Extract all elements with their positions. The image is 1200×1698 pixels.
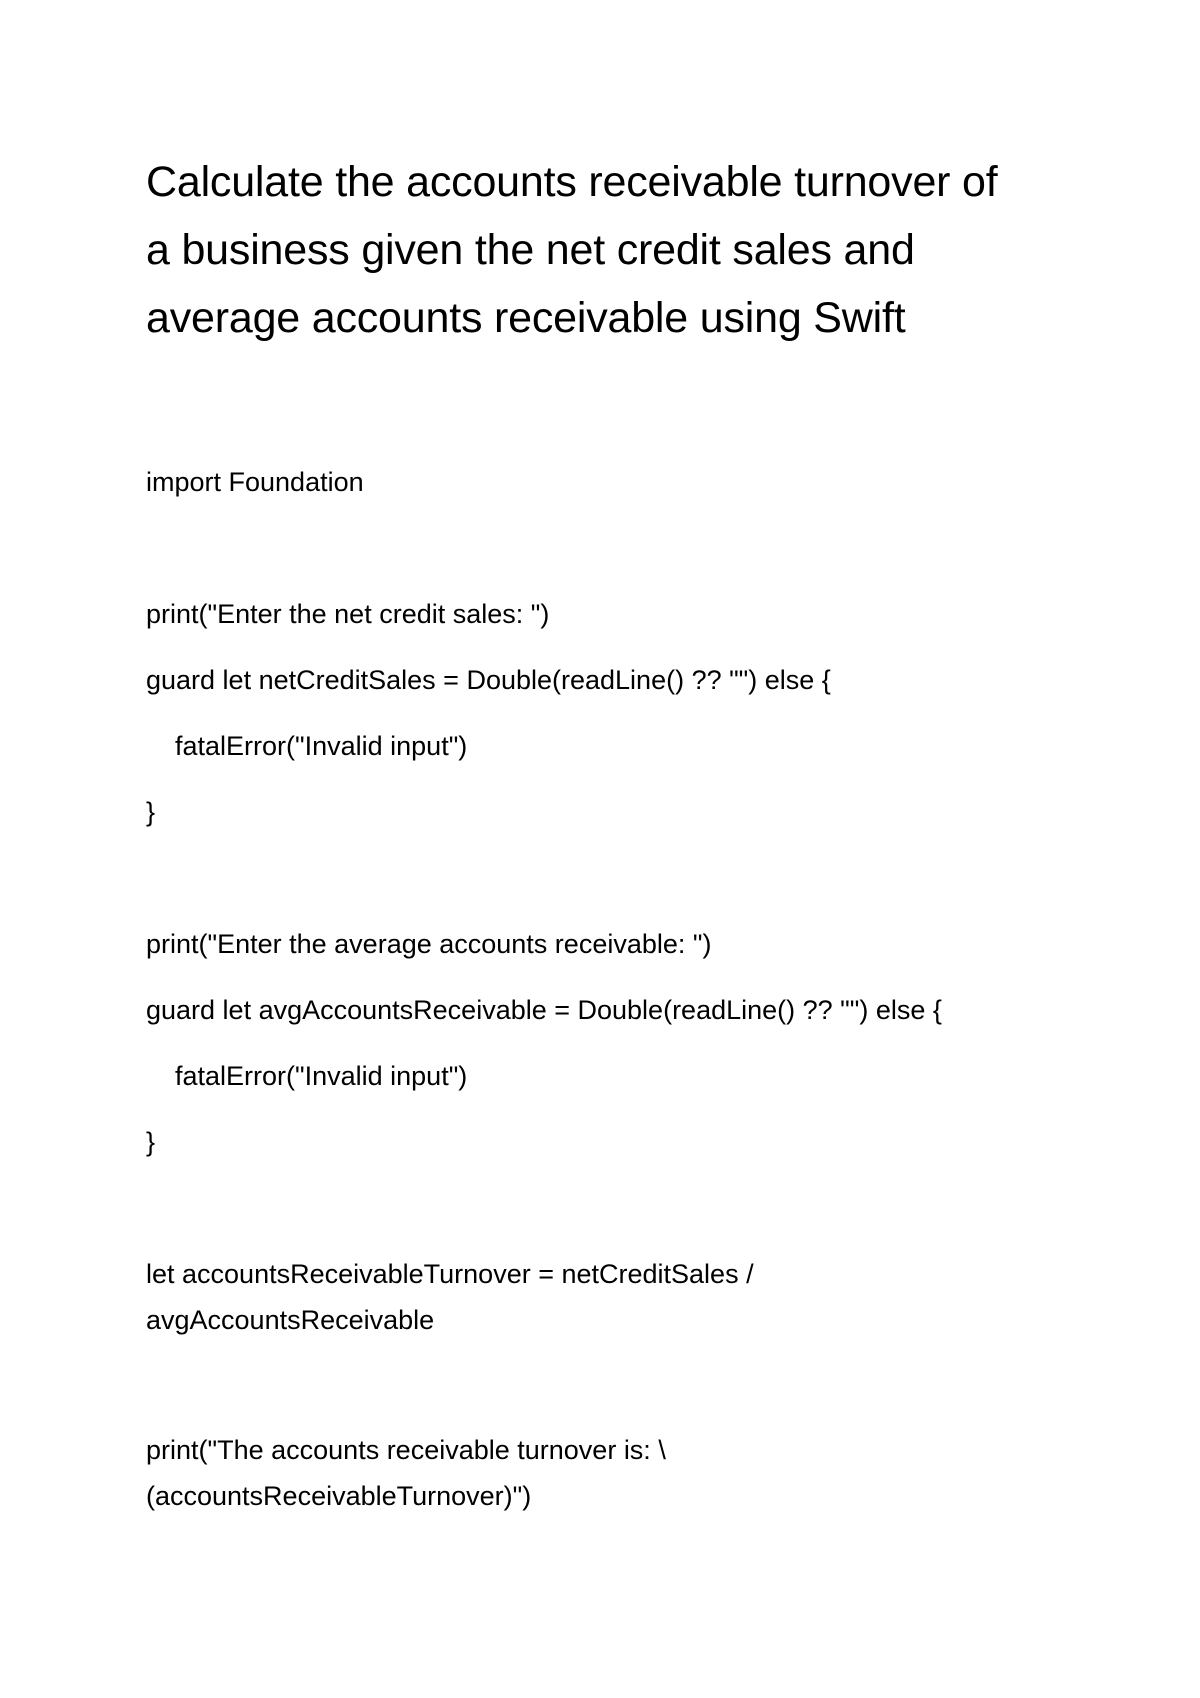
code-line: import Foundation — [146, 467, 364, 497]
code-line: let accountsReceivableTurnover = netCreditSales / — [146, 1259, 754, 1289]
code-line: print("The accounts receivable turnover is: \ — [146, 1435, 666, 1465]
code-line: guard let netCreditSales = Double(readLine() ?? "") else { — [146, 665, 831, 695]
code-line: guard let avgAccountsReceivable = Double(readLine() ?? "") else { — [146, 995, 942, 1025]
code-line: } — [146, 797, 156, 827]
title-line: average accounts receivable using Swift — [146, 294, 906, 342]
code-line: fatalError("Invalid input") — [175, 731, 468, 761]
code-line: (accountsReceivableTurnover)") — [146, 1481, 532, 1511]
document-title — [146, 148, 1076, 352]
code-line: } — [146, 1127, 156, 1157]
code-line: avgAccountsReceivable — [146, 1305, 435, 1335]
code-line: print("Enter the average accounts receivable: ") — [146, 929, 712, 959]
title-line: a business given the net credit sales and — [146, 226, 915, 274]
title-line: Calculate the accounts receivable turnover of — [146, 158, 998, 206]
code-line: fatalError("Invalid input") — [175, 1061, 468, 1091]
code-line: print("Enter the net credit sales: ") — [146, 599, 550, 629]
